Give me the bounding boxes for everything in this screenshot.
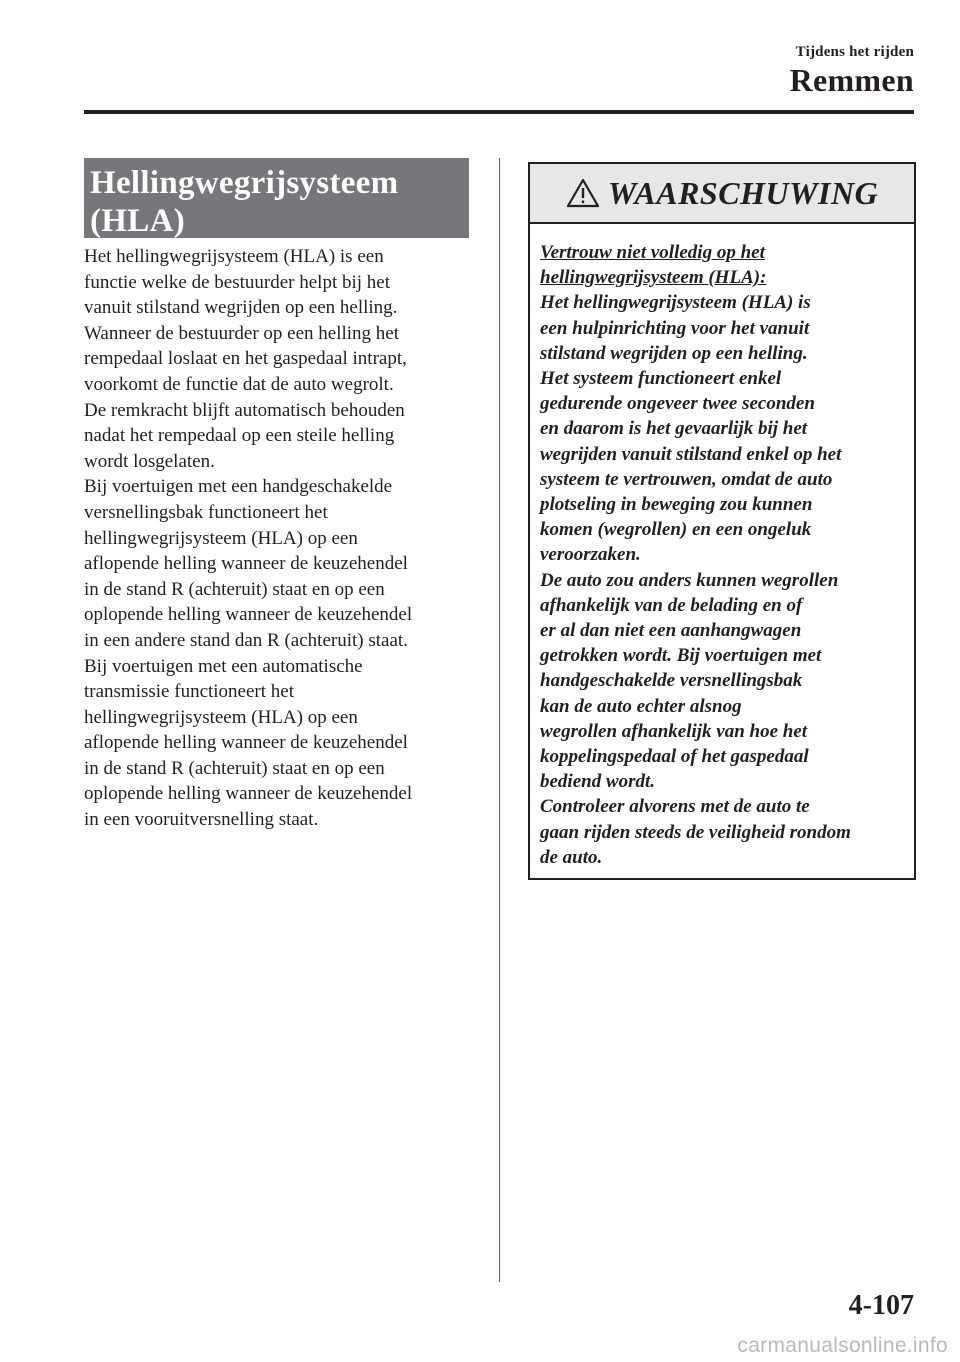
body-line: Wanneer de bestuurder op een helling het [84, 322, 400, 344]
warning-text [540, 240, 910, 870]
warning-line: De auto zou anders kunnen wegrollen [540, 569, 839, 591]
warning-line: komen (wegrollen) en een ongeluk [540, 519, 812, 541]
warning-line: systeem te vertrouwen, omdat de auto [540, 468, 833, 490]
body-line: rempedaal loslaat en het gaspedaal intrapt, [84, 348, 407, 370]
warning-line: en daarom is het gevaarlijk bij het [540, 418, 808, 440]
column-divider [499, 158, 500, 1282]
warning-line: gedurende ongeveer twee seconden [540, 393, 815, 415]
section-header: Remmen [789, 62, 914, 98]
body-line: De remkracht blijft automatisch behouden [84, 399, 405, 421]
body-line: versnellingsbak functioneert het [84, 501, 328, 523]
header-rule [84, 110, 914, 114]
body-line: hellingwegrijsysteem (HLA) op een [84, 527, 358, 549]
body-line: nadat het rempedaal op een steile helling [84, 425, 395, 447]
section-title [84, 158, 469, 238]
warning-header [530, 164, 914, 224]
body-line: Het hellingwegrijsysteem (HLA) is een [84, 246, 384, 267]
body-line: vanuit stilstand wegrijden op een helling. [84, 297, 398, 319]
body-paragraph [84, 244, 484, 833]
page-number: 4-107 [848, 1290, 914, 1321]
warning-line: een hulpinrichting voor het vanuit [540, 317, 810, 339]
body-line: Bij voertuigen met een handgeschakelde [84, 476, 393, 498]
warning-line: wegrollen afhankelijk van hoe het [540, 720, 808, 742]
section-title-line-1: Hellingwegrijsysteem [90, 165, 399, 201]
warning-line: afhankelijk van de belading en of [540, 594, 803, 616]
body-line: oplopende helling wanneer de keuzehendel [84, 604, 413, 626]
watermark: carmanualsonline.info [737, 1334, 948, 1357]
warning-line: wegrijden vanuit stilstand enkel op het [540, 443, 842, 465]
body-line: functie welke de bestuurder helpt bij het [84, 271, 391, 293]
body-line: in een andere stand dan R (achteruit) staat. [84, 629, 408, 651]
warning-triangle-icon [566, 178, 600, 208]
body-line: hellingwegrijsysteem (HLA) op een [84, 706, 358, 728]
warning-line: plotseling in beweging zou kunnen [540, 494, 813, 516]
warning-underlined-line: Vertrouw niet volledig op het [540, 242, 765, 263]
warning-line: getrokken wordt. Bij voertuigen met [540, 645, 822, 667]
warning-title: WAARSCHUWING [607, 174, 879, 211]
body-line: aflopende helling wanneer de keuzehendel [84, 553, 408, 575]
warning-line: Het systeem functioneert enkel [540, 368, 782, 390]
warning-line: er al dan niet een aanhangwagen [540, 620, 802, 642]
warning-line: bediend wordt. [540, 771, 656, 793]
warning-line: stilstand wegrijden op een helling. [540, 342, 808, 364]
body-line: Bij voertuigen met een automatische [84, 655, 363, 677]
warning-underlined-line: hellingwegrijsysteem (HLA): [540, 267, 767, 289]
warning-line: koppelingspedaal of het gaspedaal [540, 746, 809, 768]
warning-box [528, 162, 916, 880]
body-line: transmissie functioneert het [84, 681, 294, 703]
body-line: oplopende helling wanneer de keuzehendel [84, 783, 413, 805]
body-line: in de stand R (achteruit) staat en op een [84, 578, 385, 600]
warning-line: de auto. [540, 846, 603, 868]
warning-line: gaan rijden steeds de veiligheid rondom [540, 821, 851, 843]
body-line: in een vooruitversnelling staat. [84, 809, 319, 831]
warning-line: Controleer alvorens met de auto te [540, 796, 810, 818]
warning-line: Het hellingwegrijsysteem (HLA) is [540, 292, 811, 314]
body-line: voorkomt de functie dat de auto wegrolt. [84, 373, 394, 395]
warning-line: veroorzaken. [540, 544, 641, 566]
body-line: wordt losgelaten. [84, 450, 215, 472]
body-line: in de stand R (achteruit) staat en op een [84, 757, 385, 779]
chapter-header: Tijdens het rijden [795, 44, 914, 60]
section-title-line-2: (HLA) [90, 203, 185, 239]
warning-line: kan de auto echter alsnog [540, 695, 742, 717]
warning-line: handgeschakelde versnellingsbak [540, 670, 803, 692]
body-line: aflopende helling wanneer de keuzehendel [84, 732, 408, 754]
